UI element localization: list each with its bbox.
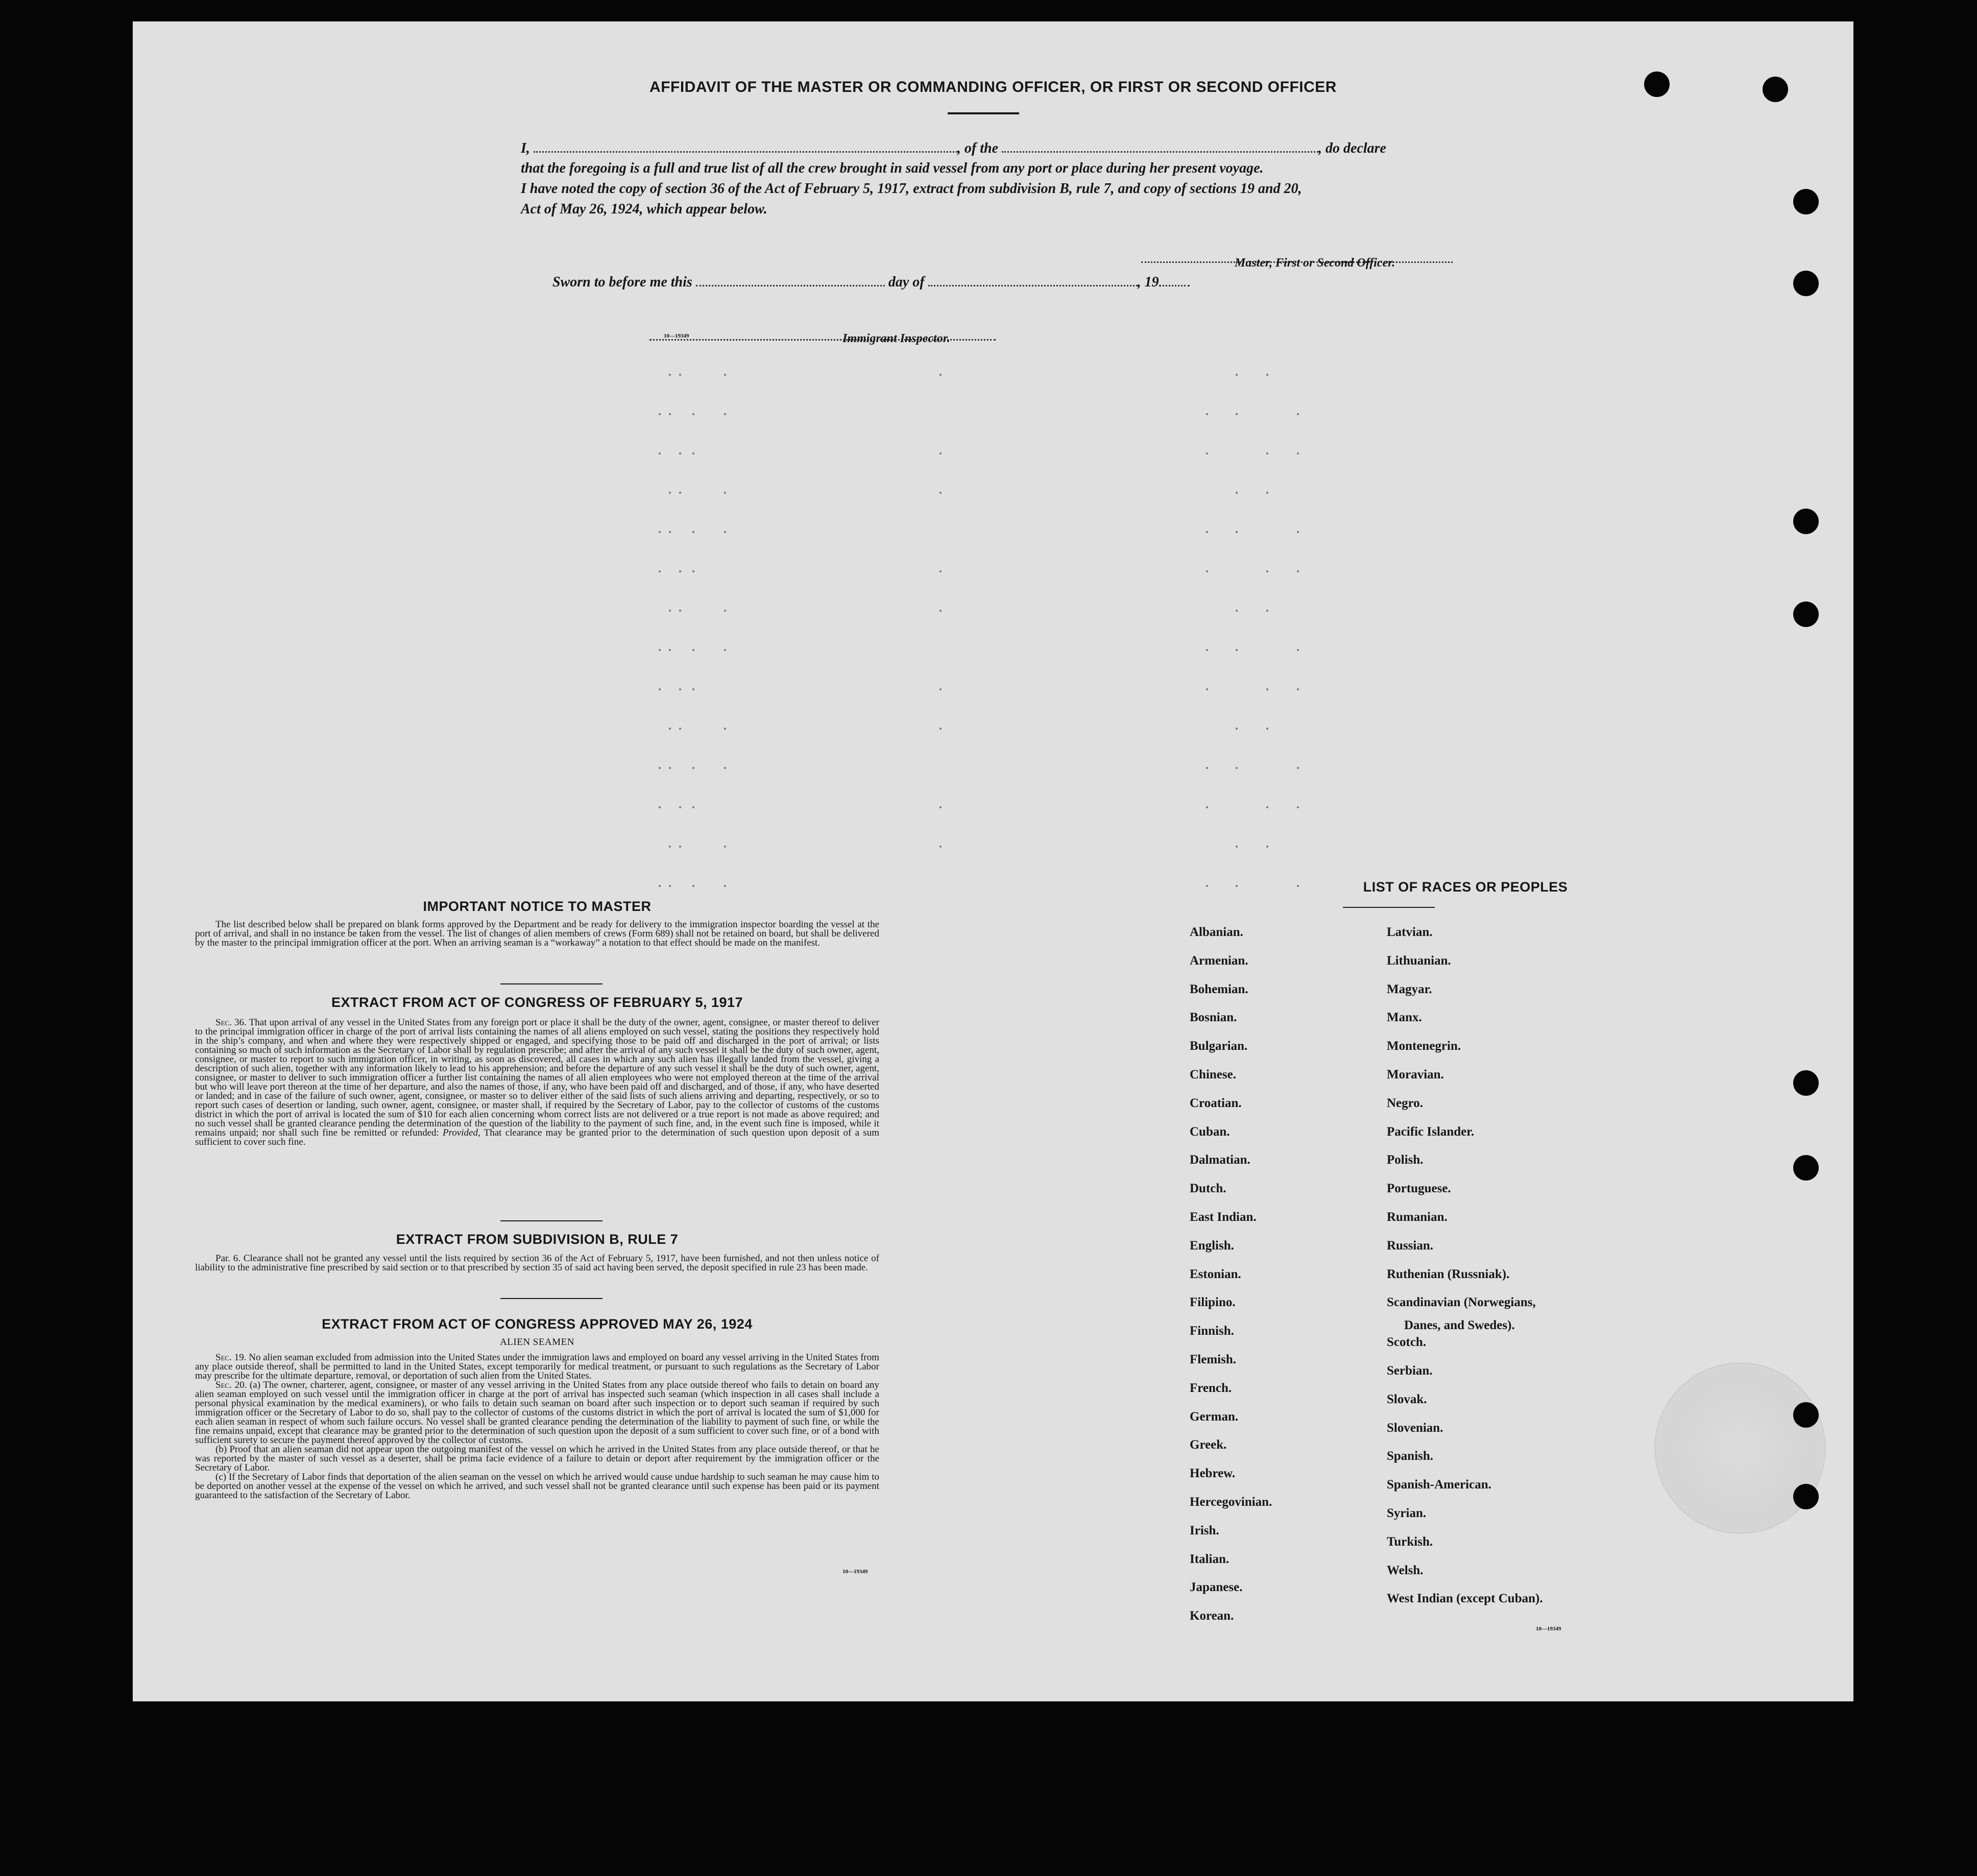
bleed-speck <box>724 531 726 533</box>
extract-1917-title: EXTRACT FROM ACT OF CONGRESS OF FEBRUARY 5, 1917 <box>331 995 743 1010</box>
bleed-speck <box>724 610 726 612</box>
extract-1924-text: Sec. 19. No alien seaman excluded from admission into the United States under the immigration laws and employed on board any vessel arriving in the United States from any place outside thereof, shall be permitted to land in the United States, except temporarily for medical treatment, or pursuant to such regulations as the Secretary of Labor may prescribe for the ultimate departure, removal, or deportation of such alien from the United States. Sec. 20. (a) The owner, charterer, agent, consignee, or master of any vessel arriving in the United States from any place outside thereof who fails to detain on board any alien seaman employed on such vessel until the immigration officer in charge at the port of arrival has inspected such seaman (which inspection in all cases shall include a personal physical examination by the medical examiners), or who fails to detain such seaman on board after such inspection or to deport such seaman if required by such immigration officer or the Secretary of Labor to do so, shall pay to the collector of customs of the customs district in which the port of arrival is located the sum of $1,000 for each alien seaman in respect of whom such failure occurs. No vessel shall be granted clearance pending the determination of the liability to payment of such fine, or while the fine remains unpaid, except that clearance may be granted prior to the determination of such question upon the deposit of a sum sufficient to cover such fine, or of a bond with sufficient surety to secure the payment thereof approved by the collector of customs. (b) Proof that an alien seaman did not appear upon the outgoing manifest of the vessel on which he arrived in the United States from any place outside thereof, or that he was reported by the master of such vessel as a deserter, shall be prima facie evidence of a failure to detain or deport after requirement by the immigration officer or the Secretary of Labor. (c) If the Secretary of Labor finds that deportation of the alien seaman on the vessel on which he arrived would cause undue hardship to such seaman he may cause him to be deported on another vessel at the expense of the vessel on which he arrived, and such vessel shall not be granted clearance until such expense has been paid or its payment guaranteed to the satisfaction of the Secretary of Labor. <box>195 1352 880 1501</box>
race-left-4: Bulgarian. <box>1190 1039 1248 1053</box>
race-left-1: Armenian. <box>1190 953 1248 968</box>
bleed-speck <box>659 452 661 454</box>
bleed-speck <box>724 885 726 887</box>
race-left-16: French. <box>1190 1381 1232 1395</box>
race-right-7: Pacific Islander. <box>1387 1124 1475 1139</box>
bleed-speck <box>669 531 671 533</box>
punch-hole <box>1793 1155 1819 1181</box>
race-left-21: Irish. <box>1190 1523 1219 1537</box>
master-signature-caption: Master, First or Second Officer. <box>1235 256 1395 270</box>
race-left-8: Dalmatian. <box>1190 1153 1250 1167</box>
affidavit-line-4: Act of May 26, 1924, which appear below. <box>521 201 767 217</box>
punch-hole <box>1644 71 1670 97</box>
punch-hole <box>1793 602 1819 627</box>
bleed-speck <box>939 806 942 808</box>
race-right-12: Ruthenian (Russniak). <box>1387 1267 1510 1281</box>
bleed-speck <box>669 767 671 769</box>
bleed-speck <box>1206 649 1208 651</box>
race-left-7: Cuban. <box>1190 1124 1230 1139</box>
bleed-speck <box>724 767 726 769</box>
bleed-speck <box>659 649 661 651</box>
bleed-speck <box>724 413 726 415</box>
bleed-speck <box>1206 885 1208 887</box>
bleed-speck <box>692 649 694 651</box>
bleed-speck <box>692 413 694 415</box>
bleed-speck <box>1297 767 1299 769</box>
bleed-speck <box>724 492 726 494</box>
bleed-speck <box>1297 531 1299 533</box>
punch-hole <box>1793 1402 1819 1428</box>
bleed-speck <box>724 374 726 376</box>
race-right-8: Polish. <box>1387 1153 1424 1167</box>
bleed-speck <box>1206 688 1208 690</box>
race-right-2: Magyar. <box>1387 982 1432 996</box>
race-right-5: Moravian. <box>1387 1068 1444 1081</box>
bleed-speck <box>1206 767 1208 769</box>
bleed-speck <box>1206 413 1208 415</box>
affidavit-line-2: that the foregoing is a full and true list of all the crew brought in said vessel from any port or place during her present voyage. <box>521 160 1264 176</box>
race-left-23: Japanese. <box>1190 1580 1243 1595</box>
bleed-speck <box>1236 610 1238 612</box>
race-left-2: Bohemian. <box>1190 982 1248 996</box>
bleed-speck <box>1266 492 1268 494</box>
race-right-1: Lithuanian. <box>1387 953 1451 968</box>
punch-hole <box>1763 77 1788 102</box>
bleed-speck <box>1206 806 1208 808</box>
bleed-speck <box>1297 570 1299 572</box>
bleed-speck <box>669 728 671 730</box>
bleed-speck <box>692 806 694 808</box>
race-right-23: West Indian (except Cuban). <box>1387 1592 1543 1606</box>
race-right-16: Slovak. <box>1387 1392 1427 1406</box>
races-title: LIST OF RACES OR PEOPLES <box>1363 879 1568 895</box>
bleed-speck <box>1297 452 1299 454</box>
race-right-15: Serbian. <box>1387 1364 1433 1378</box>
extract-1917-text: Sec. 36. That upon arrival of any vessel in the United States from any foreign port or place it shall be the duty of the owner, agent, consignee, or master thereof to deliver to the principal immigration officer in charge of the port of arrival lists containing the names of all aliens employed on such vessel, stating the positions they respectively hold in the ship’s company, and when and where they were respectively shipped or engaged, and specifying those to be paid off and discharged in the port of arrival; or lists containing so much of such information as the Secretary of Labor shall by regulation prescribe; and after the arrival of any such vessel it shall be the duty of such owner, agent, consignee, or master to report to such immigration officer, in writing, as soon as discovered, all cases in which any such alien has illegally landed from the vessel, giving a description of such alien, together with any information likely to lead to his apprehension; and before the departure of any such vessel it shall be the duty of such owner, agent, consignee, or master to deliver to such immigration officer a further list containing the names of all alien employees who were not employed thereon at the time of the arrival but who will leave port thereon at the time of her departure, and also the names of those, if any, who have been paid off and discharged, and of those, if any, who have deserted or landed; and in case of the failure of such owner, agent, consignee, or master so to deliver either of the said lists of such aliens arriving and departing, respectively, or so to report such cases of desertion or landing, such owner, agent, consignee, or master shall, if required by the Secretary of Labor, pay to the collector of customs of the customs district in which the port of arrival is located the sum of $10 for each alien concerning whom correct lists are not delivered or a true report is not made as above required; and no such vessel shall be granted clearance pending the determination of the question of the liability to the payment of such fine, and, in the event such fine is imposed, while it remains unpaid; nor shall such fine be remitted or refunded: Provided, That clearance may be granted prior to the determination of such question upon deposit of a sum sufficient to cover such fine. <box>195 1017 879 1147</box>
race-left-11: English. <box>1190 1238 1234 1253</box>
bleed-speck <box>939 492 942 494</box>
race-left-18: Greek. <box>1190 1438 1227 1452</box>
bleed-speck <box>1266 610 1268 612</box>
bleed-speck <box>679 728 681 730</box>
races-title-rule <box>1343 907 1435 908</box>
race-right-13: Scandinavian (Norwegians, <box>1387 1295 1536 1310</box>
bleed-speck <box>669 413 671 415</box>
bleed-speck <box>1266 846 1268 848</box>
race-right-11: Russian. <box>1387 1238 1434 1253</box>
race-left-5: Chinese. <box>1190 1068 1236 1081</box>
bleed-speck <box>659 531 661 533</box>
bleed-speck <box>1297 649 1299 651</box>
bleed-speck <box>724 846 726 848</box>
bleed-speck <box>1206 570 1208 572</box>
bleed-speck <box>1266 374 1268 376</box>
punch-hole <box>1793 189 1819 214</box>
sworn-line: Sworn to before me this day of , 19 <box>552 273 1190 291</box>
bleed-speck <box>669 649 671 651</box>
race-left-19: Hebrew. <box>1190 1466 1236 1481</box>
bleed-speck <box>692 885 694 887</box>
bleed-speck <box>692 688 694 690</box>
race-left-6: Croatian. <box>1190 1096 1242 1110</box>
bleed-speck <box>939 728 942 730</box>
race-left-13: Filipino. <box>1190 1295 1236 1310</box>
bleed-speck <box>1297 806 1299 808</box>
race-right-6: Negro. <box>1387 1096 1424 1110</box>
bleed-speck <box>1236 767 1238 769</box>
punch-hole <box>1793 1484 1819 1509</box>
affidavit-title-rule <box>948 112 1019 114</box>
bleed-speck <box>939 374 942 376</box>
bleed-speck <box>1266 806 1268 808</box>
bleed-speck <box>1206 452 1208 454</box>
race-right-9: Portuguese. <box>1387 1182 1451 1196</box>
race-right-19: Spanish-American. <box>1387 1478 1491 1492</box>
bleed-speck <box>1236 374 1238 376</box>
bleed-speck <box>939 846 942 848</box>
bleed-speck <box>679 374 681 376</box>
bleed-speck <box>659 767 661 769</box>
bleed-speck <box>1236 846 1238 848</box>
race-left-9: Dutch. <box>1190 1182 1226 1196</box>
bleed-speck <box>659 806 661 808</box>
bleed-speck <box>659 885 661 887</box>
race-right-14: Scotch. <box>1387 1335 1427 1350</box>
bleed-speck <box>1236 413 1238 415</box>
bleed-speck <box>679 846 681 848</box>
rule7-rule <box>500 1298 602 1299</box>
bleed-speck <box>1266 452 1268 454</box>
race-right-10: Rumanian. <box>1387 1210 1448 1224</box>
bleed-speck <box>659 688 661 690</box>
bleed-speck <box>679 610 681 612</box>
race-left-24: Korean. <box>1190 1609 1234 1623</box>
notice-rule <box>500 983 602 984</box>
bleed-speck <box>1266 728 1268 730</box>
punch-hole <box>1793 271 1819 296</box>
race-left-10: East Indian. <box>1190 1210 1257 1224</box>
bleed-speck <box>679 492 681 494</box>
punch-hole <box>1793 509 1819 534</box>
race-right-18: Spanish. <box>1387 1449 1434 1463</box>
bleed-speck <box>1236 492 1238 494</box>
bleed-speck <box>1236 728 1238 730</box>
rule7-text: Par. 6. Clearance shall not be granted any vessel until the lists required by section 36 of the Act of February 5, 1917, have been furnished, and not then unless notice of liability to the administrative fine prescribed by said section or to that prescribed by section 35 of said act having been served, the deposit specified in rule 23 has been made. <box>195 1253 879 1273</box>
bleed-speck <box>1236 885 1238 887</box>
document-page <box>133 21 1853 1701</box>
race-left-0: Albanian. <box>1190 925 1243 939</box>
affidavit-form-number: 10—19349 <box>664 333 689 339</box>
affidavit-line-1: I, , of the , do declare <box>521 139 1386 157</box>
punch-hole <box>1793 1070 1819 1096</box>
bleed-speck <box>1236 531 1238 533</box>
bleed-speck <box>659 570 661 572</box>
bleed-speck <box>679 452 681 454</box>
bleed-speck <box>679 570 681 572</box>
bleed-speck <box>669 846 671 848</box>
bleed-speck <box>939 688 942 690</box>
bleed-speck <box>1206 531 1208 533</box>
bleed-speck <box>939 610 942 612</box>
race-left-14: Finnish. <box>1190 1324 1234 1338</box>
notice-text: The list described below shall be prepared on blank forms approved by the Department and be ready for delivery to the immigration inspector boarding the vessel at the port of arrival, and shall in no instance be taken from the vessel. The list of changes of alien members of crews (Form 689) shall not be retained on board, but shall be delivered by the master to the principal immigration officer at the port. When an arriving seaman is a “workaway” a notation to that effect should be made on the manifest. <box>195 919 879 948</box>
affidavit-title: AFFIDAVIT OF THE MASTER OR COMMANDING OFFICER, OR FIRST OR SECOND OFFICER <box>649 79 1337 95</box>
bleed-speck <box>669 885 671 887</box>
bleed-speck <box>659 413 661 415</box>
race-right-20: Syrian. <box>1387 1506 1427 1520</box>
rule7-title: EXTRACT FROM SUBDIVISION B, RULE 7 <box>396 1232 679 1247</box>
bleed-speck <box>1297 413 1299 415</box>
race-right-4: Montenegrin. <box>1387 1039 1461 1053</box>
bleed-speck <box>669 492 671 494</box>
race-right-17: Slovenian. <box>1387 1421 1443 1435</box>
race-left-15: Flemish. <box>1190 1353 1236 1366</box>
race-left-12: Estonian. <box>1190 1267 1241 1281</box>
race-scandinavian-continued: Danes, and Swedes). <box>1404 1318 1515 1332</box>
bleed-speck <box>1236 649 1238 651</box>
bleed-speck <box>1266 570 1268 572</box>
bleed-speck <box>679 688 681 690</box>
alien-seamen-subtitle: ALIEN SEAMEN <box>500 1337 574 1348</box>
bleed-speck <box>692 767 694 769</box>
bleed-speck <box>939 452 942 454</box>
extract-1924-form-number: 10—19349 <box>842 1569 868 1575</box>
race-left-3: Bosnian. <box>1190 1011 1237 1025</box>
race-right-21: Turkish. <box>1387 1534 1433 1549</box>
race-left-17: German. <box>1190 1409 1239 1424</box>
bleed-speck <box>724 649 726 651</box>
race-left-22: Italian. <box>1190 1552 1229 1566</box>
affidavit-line-3: I have noted the copy of section 36 of the Act of February 5, 1917, extract from subdivision B, rule 7, and copy of sections 19 and 20, <box>521 181 1302 197</box>
bleed-speck <box>679 806 681 808</box>
races-form-number: 10—19349 <box>1536 1626 1561 1632</box>
bleed-speck <box>692 531 694 533</box>
bleed-speck <box>692 570 694 572</box>
race-left-20: Hercegovinian. <box>1190 1495 1272 1509</box>
bleed-speck <box>669 610 671 612</box>
extract-1924-title: EXTRACT FROM ACT OF CONGRESS APPROVED MAY 26, 1924 <box>322 1316 753 1332</box>
bleed-speck <box>1297 688 1299 690</box>
race-right-0: Latvian. <box>1387 925 1433 939</box>
inspector-caption: Immigrant Inspector. <box>842 332 950 345</box>
extract-1917-rule <box>500 1220 602 1221</box>
bleed-speck <box>692 452 694 454</box>
race-right-22: Welsh. <box>1387 1563 1424 1577</box>
bleed-speck <box>939 570 942 572</box>
notice-title: IMPORTANT NOTICE TO MASTER <box>423 899 652 914</box>
bleed-speck <box>1266 688 1268 690</box>
race-right-3: Manx. <box>1387 1011 1422 1025</box>
bleed-speck <box>724 728 726 730</box>
bleed-speck <box>669 374 671 376</box>
